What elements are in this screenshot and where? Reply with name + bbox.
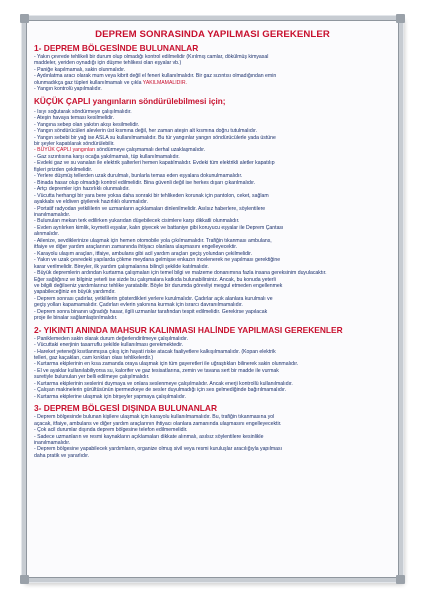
frame-corner — [396, 575, 405, 584]
text-line: - Evden ayrılırken kimlik, kıymetli eşyalar, kalın giyecek ve battaniye gibi koruyucu eşyalar ile Deprem Çantası — [34, 224, 284, 231]
text-line: - Vücutta herhangi bir yara bere yoksa daha sonraki bir tehlikeden korunak için pantolon, ceket, sağlam — [34, 192, 269, 199]
text-line: - Yakın çevrede tehlikeli bir durum olup olmadığı kontrol edilmelidir (Kırılmış camlar, dökülmüş kimyasal — [34, 54, 269, 60]
text-line: yapabileceğiniz en büyük yardımdır. — [34, 289, 116, 296]
warning-text: - BÜYÜK ÇAPLI yangınları — [34, 147, 96, 154]
section-body — [34, 414, 391, 459]
text-line: - Hareket yeteneği kısıtlanmışsa çıkış için hayati riske atacak faaliyetlere kalkışılmamalıdır. (Kopan elektrik — [34, 348, 276, 355]
text-line: - Bulunulan mekan terk edilirken yukarıdan düşebilecek cisimlere karşı dikkatli olunmalıdır. — [34, 218, 240, 225]
text-line: proje ile binalar sağlamlaştırılmalıdır. — [34, 315, 118, 322]
text-line: - Kurtarma ekiplerine ulaşmak için birşeyler yapmaya çalışılmalıdır. — [34, 393, 186, 400]
section-heading: 2- YIKINTI ANINDA MAHSUR KALINMASI HALİNDE YAPILMASI GEREKENLER — [34, 324, 343, 335]
text-line: inanılmamalıdır. — [34, 440, 71, 447]
text-line: - Yakın ve uzak çevredeki yapılarda çökme meydana gelmişse enkazın incelenerek ne yapılması gerektiğine — [34, 257, 281, 264]
text-line: telleri, gaz kaçakları, cam kırıkları olası tehlikelerdir.) — [34, 355, 154, 362]
text-line: - Gaz sızıntısına karşı ocağa yakılmamalı, tüp kullanılmamalıdır. — [34, 153, 180, 160]
poster-title: DEPREM SONRASINDA YAPILMASI GEREKENLER — [95, 29, 330, 40]
text-line: - Çalışan makinelerin gürültüsünün ipermezkeye de sesler duyulmadığı için ses gelmediğinde bağırılmamalıdır. — [34, 387, 287, 394]
text-line: - El ve ayaklar kullanılabiliyorsa su, kalorifer ve gaz tesisatlarına, zemin ve tavana sert bir madde ile vurmak — [34, 367, 279, 374]
text-line: - Yerlere düşmüş tellerden uzak durulmalı, bunlarla temas eden eşyalara dokunulmamalıdır. — [34, 173, 243, 180]
frame-corner — [396, 14, 405, 23]
section-body — [34, 336, 391, 401]
text-line: - Deprem bölgesine yapabilecek yardımların, organize olmuş sivil veya resmi kuruluşlar aracılığıyla yapılması — [34, 446, 282, 453]
section-body — [34, 109, 391, 148]
text-line: - Büyük depremlerin ardından kurtarma çalışmaları için temel bilgi ve malzeme donanımına fazla insana gereksinim duyulacaktır. — [34, 270, 327, 277]
text-line: - Sadece uzmanların ve resmi kaynakların açıklamaları dikkate alınmalı, asılsız söylentilere kesinlikle — [34, 433, 264, 440]
text-line: - Yangın söndürücüleri alevlerin üst kısmına değil, her zaman ateşin alt kısmına doğru tutulmalıdır. — [34, 128, 257, 135]
text-line: - Artçı depremler için hazırlıklı olunmalıdır. — [34, 186, 130, 193]
section-heading: 1- DEPREM BÖLGESİNDE BULUNANLAR — [34, 43, 199, 53]
text-line: fişleri prizden çekilmelidir. — [34, 166, 93, 173]
text-line: - Kurtarma ekiplerinin seslerini duymaya ve onlara seslenmeye çalışılmalıdır. Ancak enerji kontrollü kullanılmalıdır. — [34, 380, 293, 387]
text-line: ve bilgili değilseniz yardımlarınız tehlike yaratabilir. Böyle bir durumda görevliyi meşgul etmeden engellenmek — [34, 282, 283, 289]
poster-frame — [22, 16, 403, 582]
text-line: ayakkabı ve eldiven giyilerek hazırlıklı olunmalıdır. — [34, 199, 149, 206]
text-line: - Karayolu ulaşım araçları, itfaiye, ambulans gibi acil yardım araçları geçiş yolundan çekilmelidir. — [34, 250, 252, 257]
warning-text: YAKILMAMALIDIR. — [142, 79, 187, 86]
poster-content — [34, 26, 391, 572]
frame-corner — [20, 14, 29, 23]
text-line: - Evdeki gaz ve su vanaları ile elektrik şalterleri hemen kapatılmalıdır. Evdeki tüm elektrikli aletler kapatılıp — [34, 160, 275, 167]
text-line: maddeler, yeriden oynadığı için düşme tehlikesi olan eşyalar vb.) — [34, 60, 182, 67]
text-line: - Aydınlatma aracı olarak mum veya kibrit değil el feneri kullanılmalıdır. Bir gaz sızıntısı olmadığından emin — [34, 73, 277, 80]
text-line: olunmadıkça gaz tüpleri kullanılmamalı ve çıkla YAKILMAMALIDIR. — [34, 79, 187, 86]
text-line: açacak, itfaiye, ambulans ve diğer yardım araçlarının ihtiyacı olanlara zamanında ulaşmasını engelleyecektir. — [34, 420, 282, 427]
text-line: alınmalıdır. — [34, 231, 60, 238]
text-line: - Ateşin havaya teması kesilmelidir. — [34, 115, 114, 122]
text-line: itfaiye ve diğer yardım araçlarının zamanında ihtiyacı olanlara ulaşmasını engelleyecektir. — [34, 244, 238, 251]
text-line: - Çok acil durumlar dışında deprem bölgesine telefon edilmemelidir. — [34, 427, 188, 434]
text-line: - Portatif radyodan yetkililerin ve uzmanların açıklamaları dinlenilmelidir. Asılsız haberlere, söylentilere — [34, 205, 266, 212]
text-line: bir şeyler kapatılarak söndürülebilir. — [34, 140, 115, 147]
text-line: suretiyle bulunulan yer belli edilmeye çalışılmalıdır. — [34, 374, 150, 381]
text-line: - Isıyı soğutarak söndürmeye çalışılmalıdır. — [34, 108, 132, 115]
text-line: - Yangın sebebi bir yağ ise ASLA su kullanılmamalıdır. Bu tür yangınlar yangın söndürücülerle yada üstüne — [34, 134, 276, 141]
section-heading: 3- DEPREM BÖLGESİ DIŞINDA BULUNANLAR — [34, 403, 218, 414]
text-line: - Yangın kontrolü yapılmalıdır. — [34, 86, 102, 93]
text-line: - Yangına sebep olan yakıtın akışı kesilmelidir. — [34, 121, 140, 128]
text-line: - Kurtarma ekiplerinin en kısa zamanda oraya ulaşmak için tüm gayeretleri ile uğraştıkları bilinerek sakin olunmalıdır. — [34, 361, 299, 368]
subsection-heading: KÜÇÜK ÇAPLI yangınların söndürülebilmesi için; — [34, 96, 226, 106]
text-line: karar verilmelidir. Bireyler, ilk yardım çalışmalarına bilinçli şekilde katılmalıdır. — [34, 263, 209, 270]
frame-corner — [20, 575, 29, 584]
text-line: geçiş yolları kapamamalıdır. Çadırları evlerin yakınına kurmak için israrcı davranılmamalıdır. — [34, 302, 243, 309]
text-line: daha pratik ve yararlıdır. — [34, 452, 90, 459]
section-body — [34, 154, 391, 322]
text-line: - Deprem sonrası çadırlar, yetkililerin gösterdikleri yerlere kurulmalıdır. Çadırlar açık alanlara kurulmalı ve — [34, 295, 273, 302]
text-line: - Deprem bölgesinde bulunan kişilere ulaşmak için karayolu kullanılmamalıdır. Bu, trafiğin tıkanmasına yol — [34, 414, 275, 421]
text-line: - Binada hasar olup olmadığı kontrol edilmelidir. Bina güvenli değil ise herkes dışarı çıkarılmalıdır. — [34, 179, 256, 186]
text-line: - Paniğe kapılmamalı, sakin olunmalıdır. — [34, 66, 126, 73]
text-line: inanılmamalıdır. — [34, 211, 71, 218]
text-line: - Ailenize, sevdiklerinize ulaşmak için hemen otomobile yola çıkılmamalıdır. Trafiğin tıkanması ambulans, — [34, 237, 272, 244]
text-line: - Deprem sonra binanın uğradığı hasar, ilgili uzmanlar tarafından tespit edilmelidir. Gerekirse yapılacak — [34, 308, 268, 315]
text-line: - Vücuttaki enerjinin tasarruflu şekilde kullanılması gerekmektedir. — [34, 342, 184, 349]
text-line: - BÜYÜK ÇAPLI yangınları söndürmeye çalışmamalı derhal uzaklaşmalıdır. — [34, 147, 206, 154]
text-line: Eğer sağlığınız ve bilginiz yeterli ise sizde bu çalışmalara katkıda bulunabilirsiniz. Ancak, bu konuda yeterli — [34, 276, 276, 283]
text-line: - Paniklemeden sakin olarak durum değerlendirilmeye çalışılmalıdır. — [34, 335, 189, 342]
section-body — [34, 54, 391, 80]
